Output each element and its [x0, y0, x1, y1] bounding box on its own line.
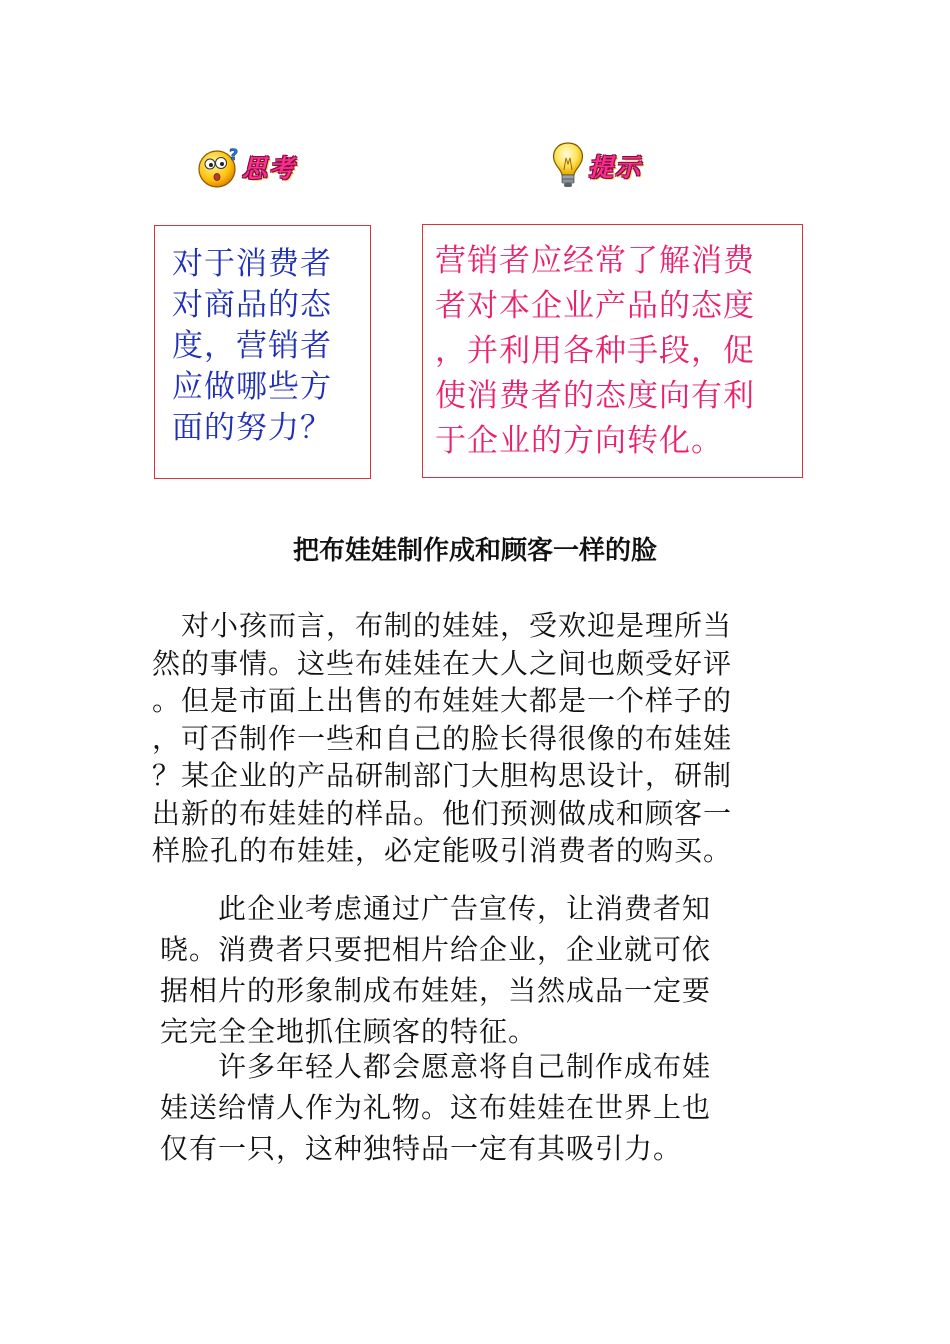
hint-line: 营销者应经常了解消费	[435, 243, 755, 279]
think-question-text	[172, 244, 360, 449]
hint-line: 于企业的方向转化。	[435, 423, 723, 459]
think-label: 思考	[242, 154, 297, 183]
paragraph-line: 据相片的形象制成布娃娃，当然成品一定要	[160, 974, 712, 1007]
hint-answer-box	[422, 224, 803, 478]
paragraph-line: 然的事情。这些布娃娃在大人之间也颇受好评	[152, 646, 733, 680]
hint-answer-text	[435, 239, 794, 464]
think-line: 对商品的态	[172, 287, 332, 323]
paragraph-line: 许多年轻人都会愿意将自己制作成布娃	[160, 1050, 712, 1083]
article-paragraph-2	[160, 888, 802, 1052]
think-header	[196, 144, 296, 190]
think-line: 应做哪些方	[172, 369, 332, 405]
paragraph-line: 完完全全地抓住顾客的特征。	[160, 1015, 538, 1048]
paragraph-line: 娃送给情人作为礼物。这布娃娃在世界上也	[160, 1091, 712, 1124]
article-paragraph-3	[160, 1046, 802, 1169]
svg-text:?: ?	[229, 145, 239, 164]
paragraph-line: ？某企业的产品研制部门大胆构思设计，研制	[152, 759, 733, 792]
paragraph-line: ，可否制作一些和自己的脸长得很像的布娃娃	[152, 721, 733, 755]
paragraph-line: 此企业考虑通过广告宣传，让消费者知	[160, 892, 712, 925]
hint-line: ，并利用各种手段，促	[435, 333, 755, 369]
think-line: 对于消费者	[172, 246, 332, 282]
paragraph-line: 样脸孔的布娃娃，必定能吸引消费者的购买。	[152, 834, 733, 867]
hint-header	[548, 140, 642, 192]
think-line: 度，营销者	[172, 328, 332, 364]
hint-line: 者对本企业产品的态度	[435, 288, 755, 324]
think-question-box	[154, 225, 371, 479]
hint-line: 使消费者的态度向有利	[435, 378, 755, 414]
lightbulb-icon	[548, 140, 588, 192]
hint-label: 提示	[588, 153, 643, 182]
article-title: 把布娃娃制作成和顾客一样的脸	[292, 536, 657, 566]
paragraph-line: 仅有一只，这种独特品一定有其吸引力。	[160, 1132, 683, 1165]
article-paragraph-1	[152, 607, 804, 870]
think-line: 面的努力？	[172, 410, 332, 446]
paragraph-line: 。但是市面上出售的布娃娃大都是一个样子的	[152, 684, 733, 717]
paragraph-line: 对小孩而言，布制的娃娃，受欢迎是理所当	[152, 609, 733, 642]
paragraph-line: 晓。消费者只要把相片给企业，企业就可依	[160, 933, 712, 966]
thinking-face-icon	[196, 144, 242, 190]
paragraph-line: 出新的布娃娃的样品。他们预测做成和顾客一	[152, 796, 733, 830]
